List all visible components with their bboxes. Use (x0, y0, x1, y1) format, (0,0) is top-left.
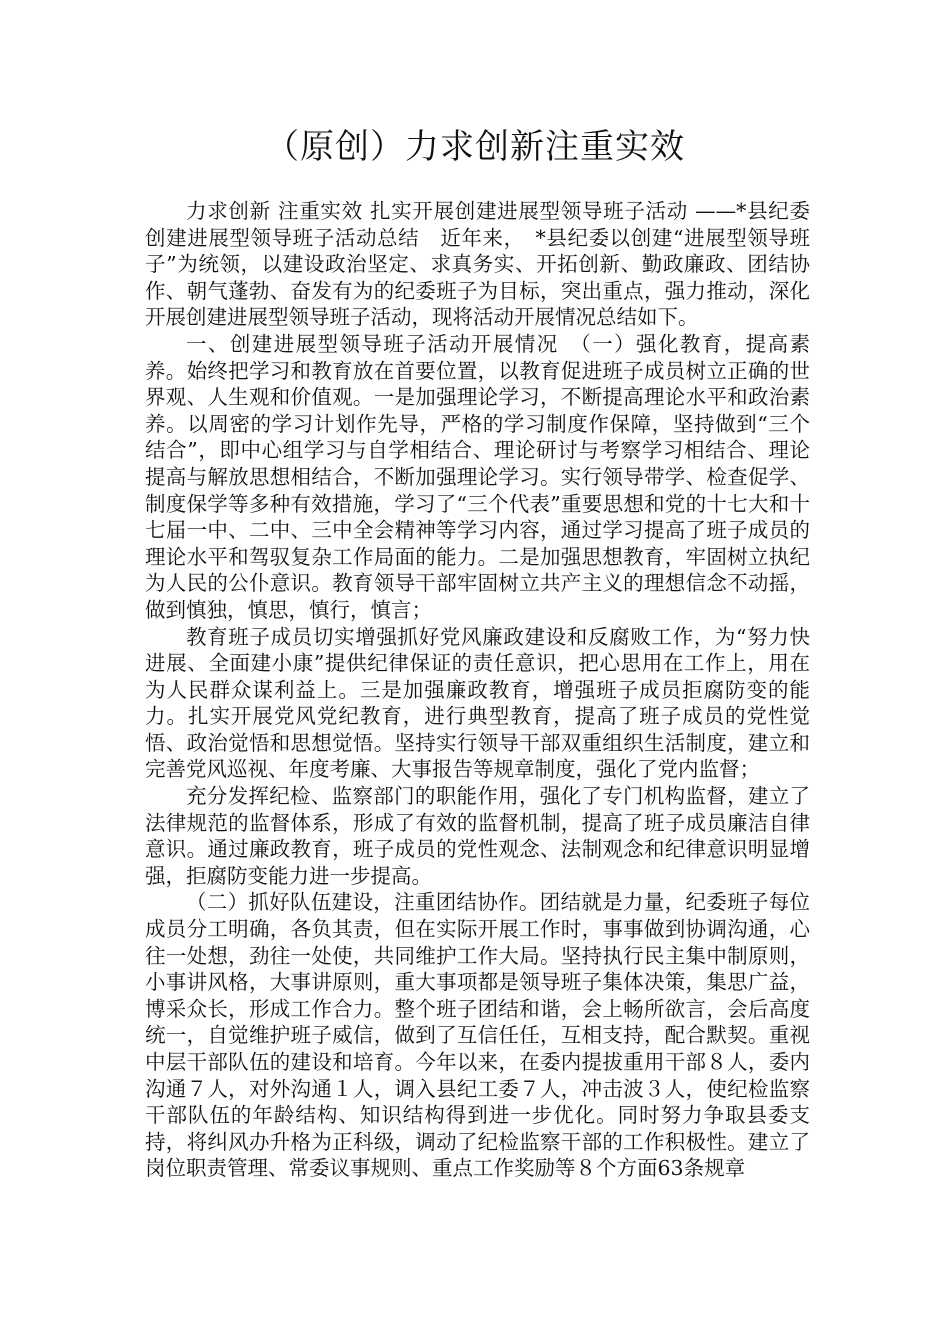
paragraph-education: 教育班子成员切实增强抓好党风廉政建设和反腐败工作，为“努力快进展、全面建小康”提供纪律保证的责任意识，把心思用在工作上，用在为人民群众谋利益上。三是加强廉政教育，增强班子成员拒腐防变的能力。扎实开展党风党纪教育，进行典型教育，提高了班子成员的党性觉悟、政治觉悟和思想觉悟。坚持实行领导干部双重组织生活制度，建立和完善党风巡视、年度考廉、大事报告等规章制度，强化了党内监督； (145, 624, 810, 782)
paragraph-section-2: （二）抓好队伍建设，注重团结协作。团结就是力量，纪委班子每位成员分工明确，各负其责，但在实际开展工作时，事事做到协调沟通，心往一处想，劲往一处使，共同维护工作大局。坚持执行民主集中制原则，小事讲风格，大事讲原则，重大事项都是领导班子集体决策，集思广益，博采众长，形成工作合力。整个班子团结和谐，会上畅所欲言，会后高度统一，自觉维护班子威信，做到了互信任任，互相支持，配合默契。重视中层干部队伍的建设和培育。今年以来，在委内提拔重用干部８人，委内沟通７人，对外沟通１人，调入县纪工委７人，冲击波３人，使纪检监察干部队伍的年龄结构、知识结构得到进一步优化。同时努力争取县委支持，将纠风办升格为正科级，调动了纪检监察干部的工作积极性。建立了岗位职责管理、常委议事规则、重点工作奖励等８个方面63条规章 (145, 890, 810, 1181)
document-title: （原创）力求创新注重实效 (265, 127, 685, 167)
document-body (145, 198, 810, 1182)
paragraph-intro: 力求创新 注重实效 扎实开展创建进展型领导班子活动 ——*县纪委创建进展型领导班子活动总结 近年来， *县纪委以创建“进展型领导班子”为统领，以建设政治坚定、求真务实、开拓创新、勤政廉政、团结协作、朝气蓬勃、奋发有为的纪委班子为目标，突出重点，强力推动，深化开展创建进展型领导班子活动，现将活动开展情况总结如下。 (145, 199, 810, 330)
paragraph-supervision: 充分发挥纪检、监察部门的职能作用，强化了专门机构监督，建立了法律规范的监督体系，形成了有效的监督机制，提高了班子成员廉洁自律意识。通过廉政教育，班子成员的党性观念、法制观念和纪律意识明显增强，拒腐防变能力进一步提高。 (145, 784, 810, 888)
paragraph-section-1: 一、创建进展型领导班子活动开展情况 （一）强化教育，提高素养。始终把学习和教育放在首要位置，以教育促进班子成员树立正确的世界观、人生观和价值观。一是加强理论学习，不断提高理论水平和政治素养。以周密的学习计划作先导，严格的学习制度作保障，坚持做到“三个结合”，即中心组学习与自学相结合、理论研讨与考察学习相结合、理论提高与解放思想相结合，不断加强理论学习。实行领导带学、检查促学、制度保学等多种有效措施，学习了“三个代表”重要思想和党的十七大和十七届一中、二中、三中全会精神等学习内容，通过学习提高了班子成员的理论水平和驾驭复杂工作局面的能力。二是加强思想教育，牢固树立执纪为人民的公仆意识。教育领导干部牢固树立共产主义的理想信念不动摇，做到慎独，慎思，慎行，慎言； (145, 331, 810, 622)
